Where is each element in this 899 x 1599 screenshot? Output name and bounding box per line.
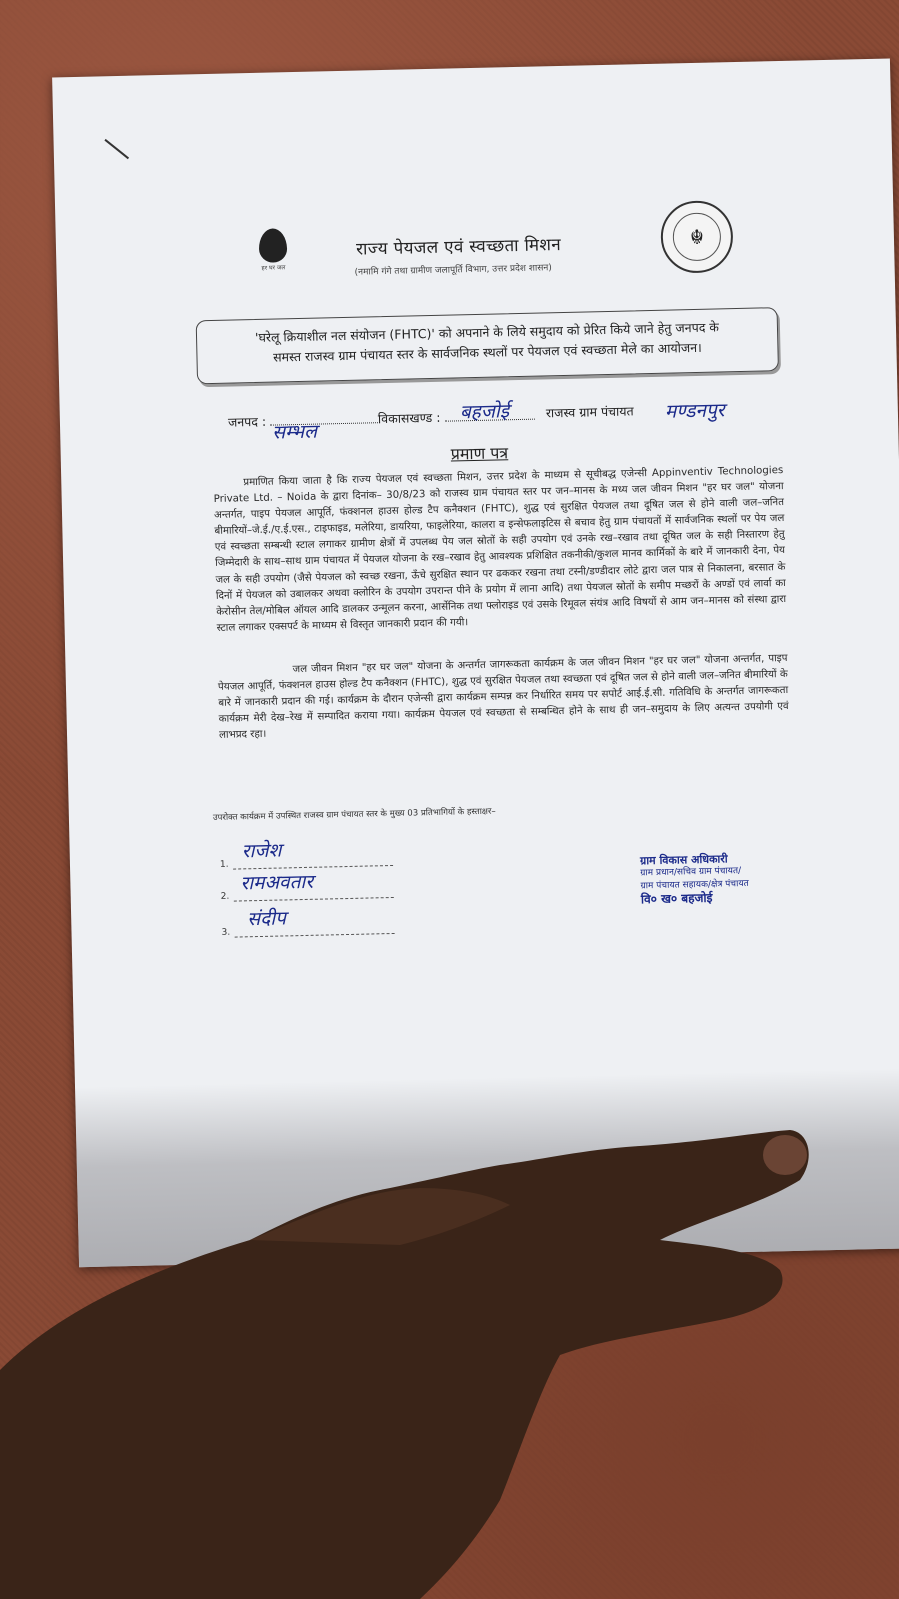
logo-caption: हर घर जल [261,264,286,272]
signature-3: संदीप [247,907,287,931]
gram-panchayat-label: राजस्व ग्राम पंचायत [545,403,634,421]
janpad-value: सम्भल [271,420,318,444]
vikaskhand-field [378,405,535,428]
hand-shadow [75,1068,899,1267]
up-government-emblem [660,200,734,274]
signature-2: रामअवतार [240,870,314,895]
vikaskhand-value: बहजोई [459,400,510,424]
banner-line-2: समस्त राजस्व ग्राम पंचायत स्तर के सार्वजनिक स्थलों पर पेयजल एवं स्वच्छता मेले का आयोजन। [272,339,702,365]
certificate-document [52,58,899,1267]
mission-subtitle: (नमामि गंगे तथा ग्रामीण जलापूर्ति विभाग, उत्तर प्रदेश शासन) [354,263,552,278]
pen-mark [104,139,129,159]
stamp-line-2: ग्राम प्रधान/सचिव ग्राम पंचायत/ [640,866,742,879]
certificate-title: प्रमाण पत्र [450,443,509,464]
water-drop-icon [259,228,288,263]
har-ghar-jal-logo [248,228,299,273]
gram-panchayat-value: मण्डनपुर [664,399,725,423]
vikaskhand-label: विकासखण्ड : [377,409,441,427]
paragraph-2: जल जीवन मिशन "हर घर जल" योजना के अन्तर्गत जागरूकता कार्यक्रम के जल जीवन मिशन "हर घर जल" योजना अन्तर्गत, पाइप पेयजल आपूर्ति, फंक्शनल हाउस होल्ड टैप कनैक्शन (FHTC), शुद्ध एवं सुरक्षित पेयजल तथा स्वच्छता एवं दूषित जल से होने वाली जल–जनित बीमारियों के बारे में जानकारी प्रदान की गई। कार्यक्रम के दौरान एजेन्सी द्वारा कार्यक्रम सम्पन्न कर निर्धारित समय पर सपोर्ट आई.ई.सी. गतिविधि के अन्तर्गत जागरूकता कार्यक्रम मेरी देख–रेख में सम्पादित कराया गया। कार्यक्रम पेयजल एवं स्वच्छता से सम्बन्धित होने के साथ ही जन–समुदाय के लिए अत्यन्त उपयोगी एवं लाभप्रद रहा। [217,652,789,742]
signature-number: 2. [220,891,230,902]
signature-number: 1. [219,859,229,870]
paragraph-1: प्रमाणित किया जाता है कि राज्य पेयजल एवं स्वच्छता मिशन, उत्तर प्रदेश के माध्यम से सूचीबद्ध एजेन्सी Appinventiv Technologies Private Ltd. – Noida के द्वारा दिनांक– 30/8/23 को राजस्व ग्राम पंचायत स्तर पर जन–मानस के मध्य जल जीवन मिशन "हर घर जल" योजना अन्तर्गत, पाइप पेयजल आपूर्ति, फंक्शनल हाउस होल्ड टैप कनैक्शन (FHTC), शुद्ध एवं सुरक्षित पेयजल तथा दूषित जल से होने वाली जल–जनित बीमारियों–जे.ई./ए.ई.एस., टाइफाइड, मलेरिया, डायरिया, फाइलेरिया, कालरा व इन्सेफलाइटिस से बचाव हेतु ग्राम पंचायतों में सार्वजनिक स्थलों पर पेय जल एवं स्वच्छता सम्बन्धी स्टाल लगाकर ग्रामीण क्षेत्रों में उपलब्ध पेय जल स्रोतों के सही उपयोग एवं उनके रख–रखाव तथा दूषित जल के सही निस्तारण हेतु जिम्मेदारी के साथ–साथ ग्राम पंचायत में पेयजल योजना के रख–रखाव हेतु आवश्यक प्रशिक्षित तकनीकी/कुशल मानव कार्मिकों के बारे में जानकारी देना, पेय जल के सही उपयोग (जैसे पेयजल को स्वच्छ रखना, ऊँचे सुरक्षित स्थान पर ढककर रखना तथा टस्नी/डण्डीदार लोटे द्वारा जल पात्र से निकालना, बरसात के दिनों में पेयजल को उबालकर अथवा क्लोरिन के उपयोग उपरान्त पीने के प्रयोग में लाना आदि) तथा पेयजल स्रोतों के समीप मच्छरों के अण्डों एवं लार्वा का केरोसीन तेल/मोबिल ऑयल आदि डालकर उन्मूलन करना, आर्सेनिक तथा फ्लोराइड एवं उसके रिमूवल संयंत्र आदि विषयों से आम जन–मानस को संस्था द्वारा स्टाल लगाकर एक्सपर्ट के माध्यम से विस्तृत जानकारी प्रदान की गयी। [213,465,787,634]
stamp-line-4: वि० ख० बहजोई [640,890,713,907]
janpad-label: जनपद : [227,413,267,430]
mission-title: राज्य पेयजल एवं स्वच्छता मिशन [355,235,562,260]
signature-1: राजेश [241,839,282,863]
stamp-line-1: ग्राम विकास अधिकारी [639,852,728,868]
stamp-line-3: ग्राम पंचायत सहायक/क्षेत्र पंचायत [640,878,749,892]
official-stamp [640,851,801,907]
signatures-intro: उपरोक्त कार्यक्रम में उपस्थित राजस्व ग्राम पंचायत स्तर के मुख्य 03 प्रतिभागियों के हस्ताक्षर– [212,806,496,824]
gram-panchayat-field [546,402,634,421]
signature-number: 3. [221,927,231,938]
event-banner [196,307,779,384]
banner-line-1: 'घरेलू क्रियाशील नल संयोजन (FHTC)' को अपनाने के लिये समुदाय को प्रेरित किये जाने हेतु जनपद के [254,319,720,345]
emblem-icon: ☬ [672,212,721,261]
